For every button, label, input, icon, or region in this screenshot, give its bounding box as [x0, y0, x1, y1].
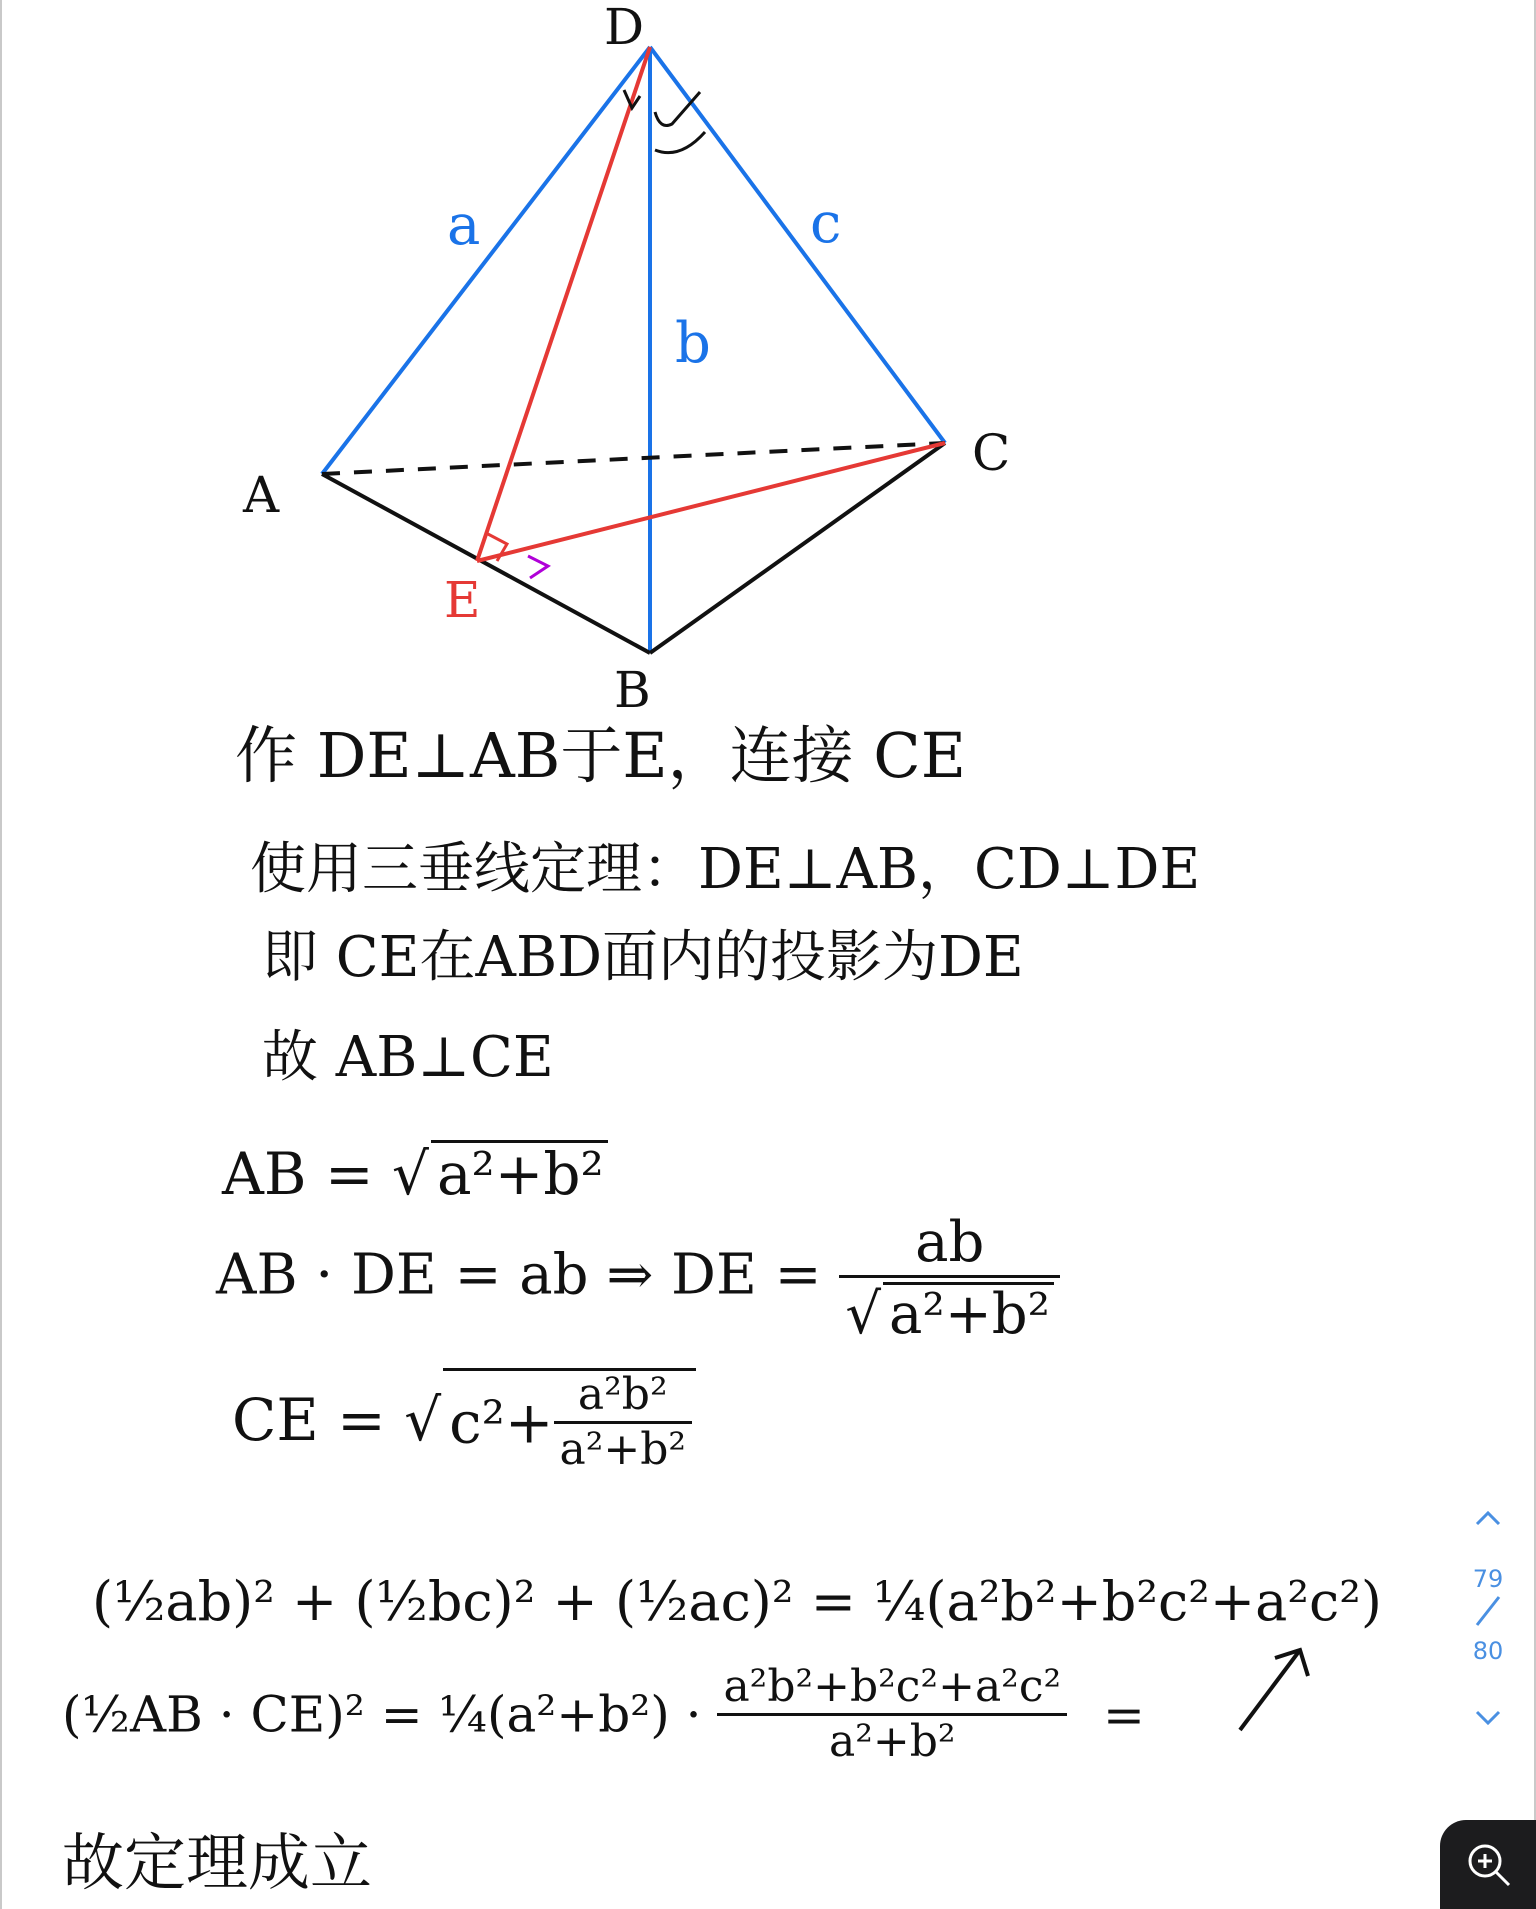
formula-area-numerator: a²b²+b²c²+a²c²: [717, 1665, 1067, 1716]
total-page-number: 80: [1472, 1637, 1504, 1665]
note-line-1: 作 DE⊥AB于E，连接 CE: [235, 719, 966, 792]
chevron-down-icon[interactable]: [1458, 1705, 1518, 1735]
label-D: D: [604, 0, 645, 56]
right-angle-mark-purple: [528, 556, 548, 578]
edge-AC-hidden: [322, 443, 945, 474]
formula-area-fraction: [717, 1661, 1067, 1767]
note-line-3: 即 CE在ABD面内的投影为DE: [262, 925, 1024, 990]
edge-BC: [650, 443, 945, 653]
note-line-2: 使用三垂线定理：DE⊥AB，CD⊥DE: [250, 837, 1201, 902]
formula-DE: [216, 1210, 1060, 1347]
formula-DE-denominator: √ a²+b²: [839, 1278, 1060, 1343]
formula-CE-numerator: a²b²: [554, 1373, 693, 1424]
angle-mark-D-right: [655, 92, 700, 126]
label-E: E: [444, 571, 481, 629]
label-A: A: [243, 466, 280, 524]
current-page-number: 79: [1472, 1565, 1504, 1593]
edge-AB: [322, 474, 650, 653]
formula-DE-numerator: ab: [839, 1215, 1060, 1278]
formula-AB-label: AB =: [222, 1140, 392, 1208]
label-C: C: [972, 424, 1011, 482]
formula-area-left: (½AB · CE)² = ¼(a²+b²) ·: [62, 1685, 718, 1744]
edge-label-b: b: [675, 311, 711, 376]
conclusion-text: 故定理成立: [62, 1826, 373, 1899]
tetrahedron-diagram: [0, 0, 1536, 720]
formula-CE-denominator: a²+b²: [559, 1424, 687, 1475]
segment-DE: [477, 47, 650, 561]
note-line-4: 故 AB⊥CE: [262, 1025, 554, 1090]
zoom-button[interactable]: [1440, 1820, 1536, 1909]
formula-CE-radicand: [443, 1368, 696, 1475]
formula-sum-squares: (½ab)² + (½bc)² + (½ac)² = ¼(a²b²+b²c²+a²c²): [92, 1570, 1382, 1633]
formula-area-equals: =: [1103, 1685, 1145, 1744]
formula-CE: CE = √ c²+ $\frac{\text{a²b²}}{\text{a²+b²}}$: [232, 1368, 696, 1472]
edge-label-c: c: [810, 191, 842, 256]
chevron-up-icon[interactable]: [1458, 1505, 1518, 1535]
formula-AB-radicand: a²+b²: [431, 1140, 608, 1203]
edge-DA: [322, 47, 650, 474]
formula-CE-label: CE =: [232, 1386, 405, 1454]
formula-area-denominator: a²+b²: [829, 1716, 956, 1767]
page-separator: [1458, 1593, 1518, 1637]
formula-DE-fraction: [839, 1210, 1060, 1347]
formula-CE-c2: c²+: [449, 1388, 554, 1457]
formula-DE-left: AB · DE = ab ⇒ DE =: [216, 1242, 840, 1308]
formula-area-square: [62, 1661, 1145, 1767]
arrow-up-annotation: [1230, 1620, 1350, 1740]
formula-AB: AB = √ a²+b²: [222, 1140, 608, 1203]
angle-mark-D-arc: [655, 132, 705, 153]
edge-DC: [650, 47, 945, 443]
segment-CE: [477, 443, 945, 561]
label-B: B: [614, 661, 651, 719]
formula-CE-fraction: [554, 1369, 693, 1475]
zoom-in-icon: [1464, 1840, 1514, 1890]
page-nav-rail: [1458, 1505, 1518, 1755]
edge-label-a: a: [447, 193, 481, 258]
